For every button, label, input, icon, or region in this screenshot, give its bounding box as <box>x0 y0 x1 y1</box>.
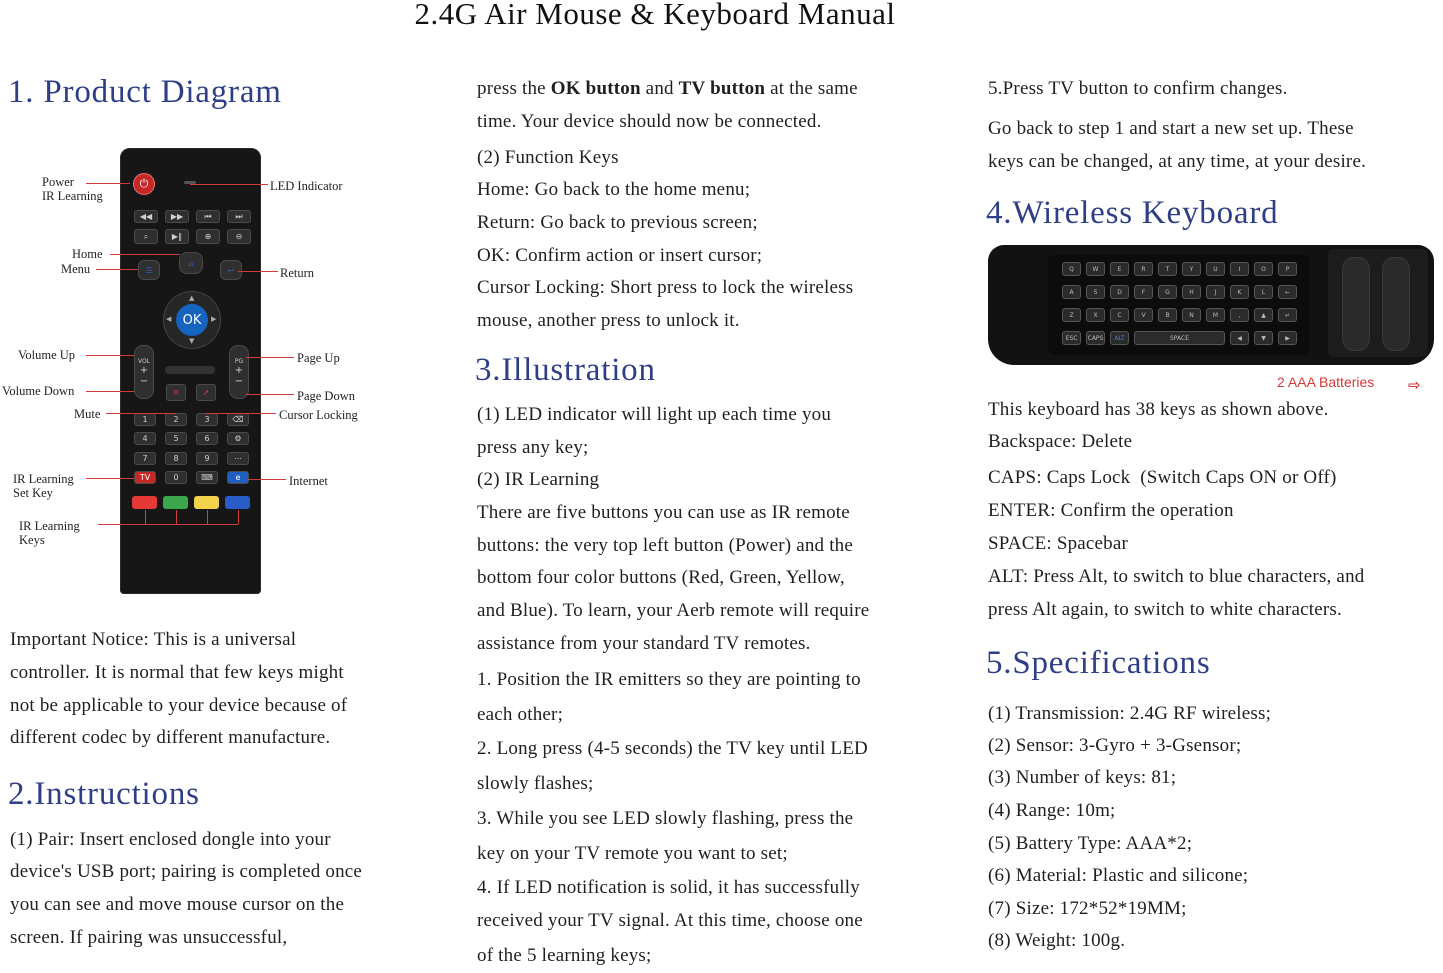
instructions-line-3: you can see and move mouse cursor on the <box>10 894 345 915</box>
backspace-icon: ⌫ <box>227 413 249 426</box>
kb-desc-line-7: press Alt again, to switch to white characters. <box>988 599 1342 620</box>
kb-left-arrow-icon: ◀ <box>1230 331 1249 345</box>
kb-key-i: I <box>1230 262 1249 276</box>
illus-line-6: bottom four color buttons (Red, Green, Yellow, <box>477 567 845 588</box>
kb-key-s: S <box>1086 285 1105 299</box>
settings-icon: ⚙ <box>227 432 249 445</box>
red-key <box>132 496 157 509</box>
and-text: and <box>640 78 679 99</box>
kb-key-f: F <box>1134 285 1153 299</box>
key-4: 4 <box>134 432 156 445</box>
vol-label: VOL <box>137 357 151 365</box>
label-power: Power <box>42 175 74 189</box>
heading-wireless-keyboard: 4.Wireless Keyboard <box>986 195 1279 231</box>
zoom-in-icon: ⊕ <box>196 229 220 244</box>
kb-right-arrow-icon: ▶ <box>1278 331 1297 345</box>
next-icon: ⏭ <box>227 210 251 223</box>
mute-icon: ✕ <box>166 384 186 401</box>
leader-ir-keys-blue <box>238 510 239 524</box>
kb-down-arrow-icon: ▼ <box>1254 331 1273 345</box>
up-arrow-icon: ▲ <box>189 294 195 302</box>
kb-key-k: K <box>1230 285 1249 299</box>
label-menu: Menu <box>61 262 91 276</box>
kb-key-alt: ALT <box>1110 331 1129 345</box>
illus-line-4: There are five buttons you can use as IR remote <box>477 502 850 523</box>
leader-page-down <box>246 394 294 395</box>
illus-line-10: each other; <box>477 704 564 725</box>
pg-label: PG <box>234 357 244 365</box>
leader-volume-down <box>86 391 134 392</box>
key-8: 8 <box>165 452 187 465</box>
leader-return <box>238 271 278 272</box>
keyboard-icon: ⌨ <box>196 471 218 484</box>
label-volume-up: Volume Up <box>18 348 76 362</box>
heading-product-diagram: 1. Product Diagram <box>8 74 282 110</box>
spec-sensor: (2) Sensor: 3-Gyro + 3-Gsensor; <box>988 735 1242 756</box>
spec-transmission: (1) Transmission: 2.4G RF wireless; <box>988 703 1272 724</box>
kb-key-l: L <box>1254 285 1273 299</box>
leader-ir-keys-red <box>145 510 146 524</box>
kb-key-esc: ESC <box>1062 331 1081 345</box>
illus-line-5: buttons: the very top left button (Power) and the <box>477 535 854 556</box>
label-ir-learning-set-key-1: IR Learning <box>13 472 74 486</box>
kb-key-z: Z <box>1062 308 1081 322</box>
internet-icon: e <box>227 471 249 484</box>
kb-key-a: A <box>1062 285 1081 299</box>
illus-line-7: and Blue). To learn, your Aerb remote will require <box>477 600 870 621</box>
kb-key-d: D <box>1110 285 1129 299</box>
play-pause-icon: ▶‖ <box>165 229 189 244</box>
key-0: 0 <box>165 471 187 484</box>
label-volume-down: Volume Down <box>2 384 75 398</box>
ok-button-text: OK button <box>550 78 641 99</box>
go-back-line-1: Go back to step 1 and start a new set up. These <box>988 118 1354 139</box>
instructions-line-1: (1) Pair: Insert enclosed dongle into your <box>10 829 331 850</box>
kb-key-o: O <box>1254 262 1273 276</box>
power-icon: ⏻ <box>133 173 155 195</box>
step-5: 5.Press TV button to confirm changes. <box>988 78 1288 99</box>
key-1: 1 <box>134 413 156 426</box>
illus-line-8: assistance from your standard TV remotes. <box>477 633 811 654</box>
kb-desc-line-2: Backspace: Delete <box>988 431 1133 452</box>
remote-illustration <box>120 148 261 594</box>
leader-ir-keys <box>98 524 238 525</box>
menu-icon: ☰ <box>138 260 160 280</box>
kb-key-caps: CAPS <box>1086 331 1105 345</box>
leader-cursor-locking <box>206 413 276 414</box>
battery-1 <box>1342 257 1370 351</box>
instructions-line-4: screen. If pairing was unsuccessful, <box>10 927 288 948</box>
kb-key-e: E <box>1110 262 1129 276</box>
illus-line-1: (1) LED indicator will light up each time you <box>477 404 832 425</box>
tv-button-text: TV button <box>678 78 766 99</box>
label-ir-learning: IR Learning <box>42 189 103 203</box>
kb-desc-line-5: SPACE: Spacebar <box>988 533 1129 554</box>
center-bar <box>165 366 215 374</box>
illus-line-3: (2) IR Learning <box>477 469 600 490</box>
notice-line-2: controller. It is normal that few keys might <box>10 662 344 683</box>
kb-key-g: G <box>1158 285 1177 299</box>
kb-key-b: B <box>1158 308 1177 322</box>
function-cursor-2: mouse, another press to unlock it. <box>477 310 740 331</box>
leader-led <box>190 184 268 185</box>
return-icon: ↩ <box>220 260 242 280</box>
home-icon: ⌂ <box>179 252 203 274</box>
kb-key-q: Q <box>1062 262 1081 276</box>
label-page-down: Page Down <box>297 389 355 403</box>
function-cursor-1: Cursor Locking: Short press to lock the wireless <box>477 277 854 298</box>
go-back-line-2: keys can be changed, at any time, at your desire. <box>988 151 1367 172</box>
heading-instructions: 2.Instructions <box>8 776 200 812</box>
leader-tv-key <box>86 478 134 479</box>
cursor-lock-icon: ➚ <box>196 384 216 401</box>
right-arrow-icon: ▶ <box>211 315 217 323</box>
key-9: 9 <box>196 452 218 465</box>
key-2: 2 <box>165 413 187 426</box>
kb-key-r: R <box>1134 262 1153 276</box>
heading-specifications: 5.Specifications <box>986 645 1211 681</box>
leader-ir-keys-green <box>176 510 177 524</box>
kb-up-arrow-icon: ▲ <box>1254 308 1273 322</box>
kb-key-w: W <box>1086 262 1105 276</box>
notice-line-4: different codec by different manufacture. <box>10 727 331 748</box>
label-ir-learning-keys-1: IR Learning <box>19 519 80 533</box>
key-3: 3 <box>196 413 218 426</box>
kb-key-space: SPACE <box>1134 331 1225 345</box>
ok-button-graphic: OK <box>176 304 208 336</box>
label-return: Return <box>280 266 315 280</box>
battery-compartment <box>1328 249 1428 357</box>
leader-menu <box>96 269 138 270</box>
label-ir-learning-set-key-2: Set Key <box>13 486 53 500</box>
dpad-ring <box>163 291 221 349</box>
spec-size: (7) Size: 172*52*19MM; <box>988 898 1187 919</box>
instructions-line-2: device's USB port; pairing is completed once <box>10 861 363 882</box>
spec-weight: (8) Weight: 100g. <box>988 930 1126 951</box>
left-arrow-icon: ◀ <box>166 315 172 323</box>
batteries-arrow-icon: ⇨ <box>1408 376 1421 394</box>
label-cursor-locking: Cursor Locking <box>279 408 358 422</box>
illus-line-9: 1. Position the IR emitters so they are pointing to <box>477 669 861 690</box>
kb-backspace-icon: ← <box>1278 285 1297 299</box>
pair-continued-line-2: time. Your device should now be connected. <box>477 111 822 132</box>
label-led-indicator: LED Indicator <box>270 179 343 193</box>
down-arrow-icon: ▼ <box>189 337 195 345</box>
zoom-out-icon: ⊖ <box>227 229 251 244</box>
kb-key-t: T <box>1158 262 1177 276</box>
kb-desc-line-1: This keyboard has 38 keys as shown above. <box>988 399 1329 420</box>
kb-comma-icon: , <box>1230 308 1249 322</box>
blue-key <box>225 496 250 509</box>
key-6: 6 <box>196 432 218 445</box>
label-home: Home <box>72 247 103 261</box>
kb-desc-line-3: CAPS: Caps Lock (Switch Caps ON or Off) <box>988 467 1337 488</box>
key-7: 7 <box>134 452 156 465</box>
kb-desc-line-4: ENTER: Confirm the operation <box>988 500 1234 521</box>
volume-rocker: VOL + − <box>134 345 154 399</box>
leader-volume-up <box>86 355 134 356</box>
pair-continued-line-1 <box>477 78 858 100</box>
spec-material: (6) Material: Plastic and silicone; <box>988 865 1249 886</box>
tv-key: TV <box>134 471 156 484</box>
heading-illustration: 3.Illustration <box>475 352 656 388</box>
label-ir-learning-keys-2: Keys <box>19 533 45 547</box>
label-mute: Mute <box>74 407 101 421</box>
kb-key-u: U <box>1206 262 1225 276</box>
illus-line-17: of the 5 learning keys; <box>477 945 652 966</box>
leader-home <box>110 254 180 255</box>
kb-key-n: N <box>1182 308 1201 322</box>
kb-key-m: M <box>1206 308 1225 322</box>
function-keys-heading: (2) Function Keys <box>477 147 619 168</box>
key-5: 5 <box>165 432 187 445</box>
kb-key-x: X <box>1086 308 1105 322</box>
leader-internet <box>248 479 286 480</box>
search-icon: ⌕ <box>134 229 158 244</box>
function-ok: OK: Confirm action or insert cursor; <box>477 245 763 266</box>
leader-ir-keys-yellow <box>207 510 208 524</box>
leader-mute <box>106 413 176 414</box>
leader-power <box>86 183 130 184</box>
spec-range: (4) Range: 10m; <box>988 800 1116 821</box>
kb-key-j: J <box>1206 285 1225 299</box>
page-rocker: PG + − <box>229 345 249 399</box>
illus-line-14: key on your TV remote you want to set; <box>477 843 788 864</box>
illus-line-12: slowly flashes; <box>477 773 594 794</box>
illus-line-11: 2. Long press (4-5 seconds) the TV key until LED <box>477 738 868 759</box>
document-title: 2.4G Air Mouse & Keyboard Manual <box>414 0 896 31</box>
kb-key-v: V <box>1134 308 1153 322</box>
spec-battery: (5) Battery Type: AAA*2; <box>988 833 1193 854</box>
illus-line-16: received your TV signal. At this time, choose one <box>477 910 863 931</box>
kb-key-p: P <box>1278 262 1297 276</box>
leader-page-up <box>246 357 294 358</box>
same-time-text: at the same <box>765 78 858 99</box>
previous-icon: ⏮ <box>196 210 220 223</box>
function-home: Home: Go back to the home menu; <box>477 179 751 200</box>
fast-forward-icon: ▶▶ <box>165 210 189 223</box>
kb-key-c: C <box>1110 308 1129 322</box>
battery-2 <box>1382 257 1410 351</box>
pair-text-a: press the <box>477 78 551 99</box>
kb-key-h: H <box>1182 285 1201 299</box>
label-page-up: Page Up <box>297 351 340 365</box>
keyboard-illustration <box>988 245 1434 365</box>
batteries-label: 2 AAA Batteries <box>1277 374 1375 390</box>
illus-line-2: press any key; <box>477 437 589 458</box>
notice-line-3: not be applicable to your device because of <box>10 695 348 716</box>
illus-line-13: 3. While you see LED slowly flashing, press the <box>477 808 854 829</box>
rewind-icon: ◀◀ <box>134 210 158 223</box>
sub-icon: ⋯ <box>227 452 249 465</box>
function-return: Return: Go back to previous screen; <box>477 212 758 233</box>
kb-key-y: Y <box>1182 262 1201 276</box>
label-internet: Internet <box>289 474 328 488</box>
yellow-key <box>194 496 219 509</box>
kb-desc-line-6: ALT: Press Alt, to switch to blue characters, and <box>988 566 1365 587</box>
illus-line-15: 4. If LED notification is solid, it has successfully <box>477 877 860 898</box>
green-key <box>163 496 188 509</box>
spec-keys: (3) Number of keys: 81; <box>988 767 1177 788</box>
kb-enter-icon: ↵ <box>1278 308 1297 322</box>
notice-line-1: Important Notice: This is a universal <box>10 629 297 650</box>
